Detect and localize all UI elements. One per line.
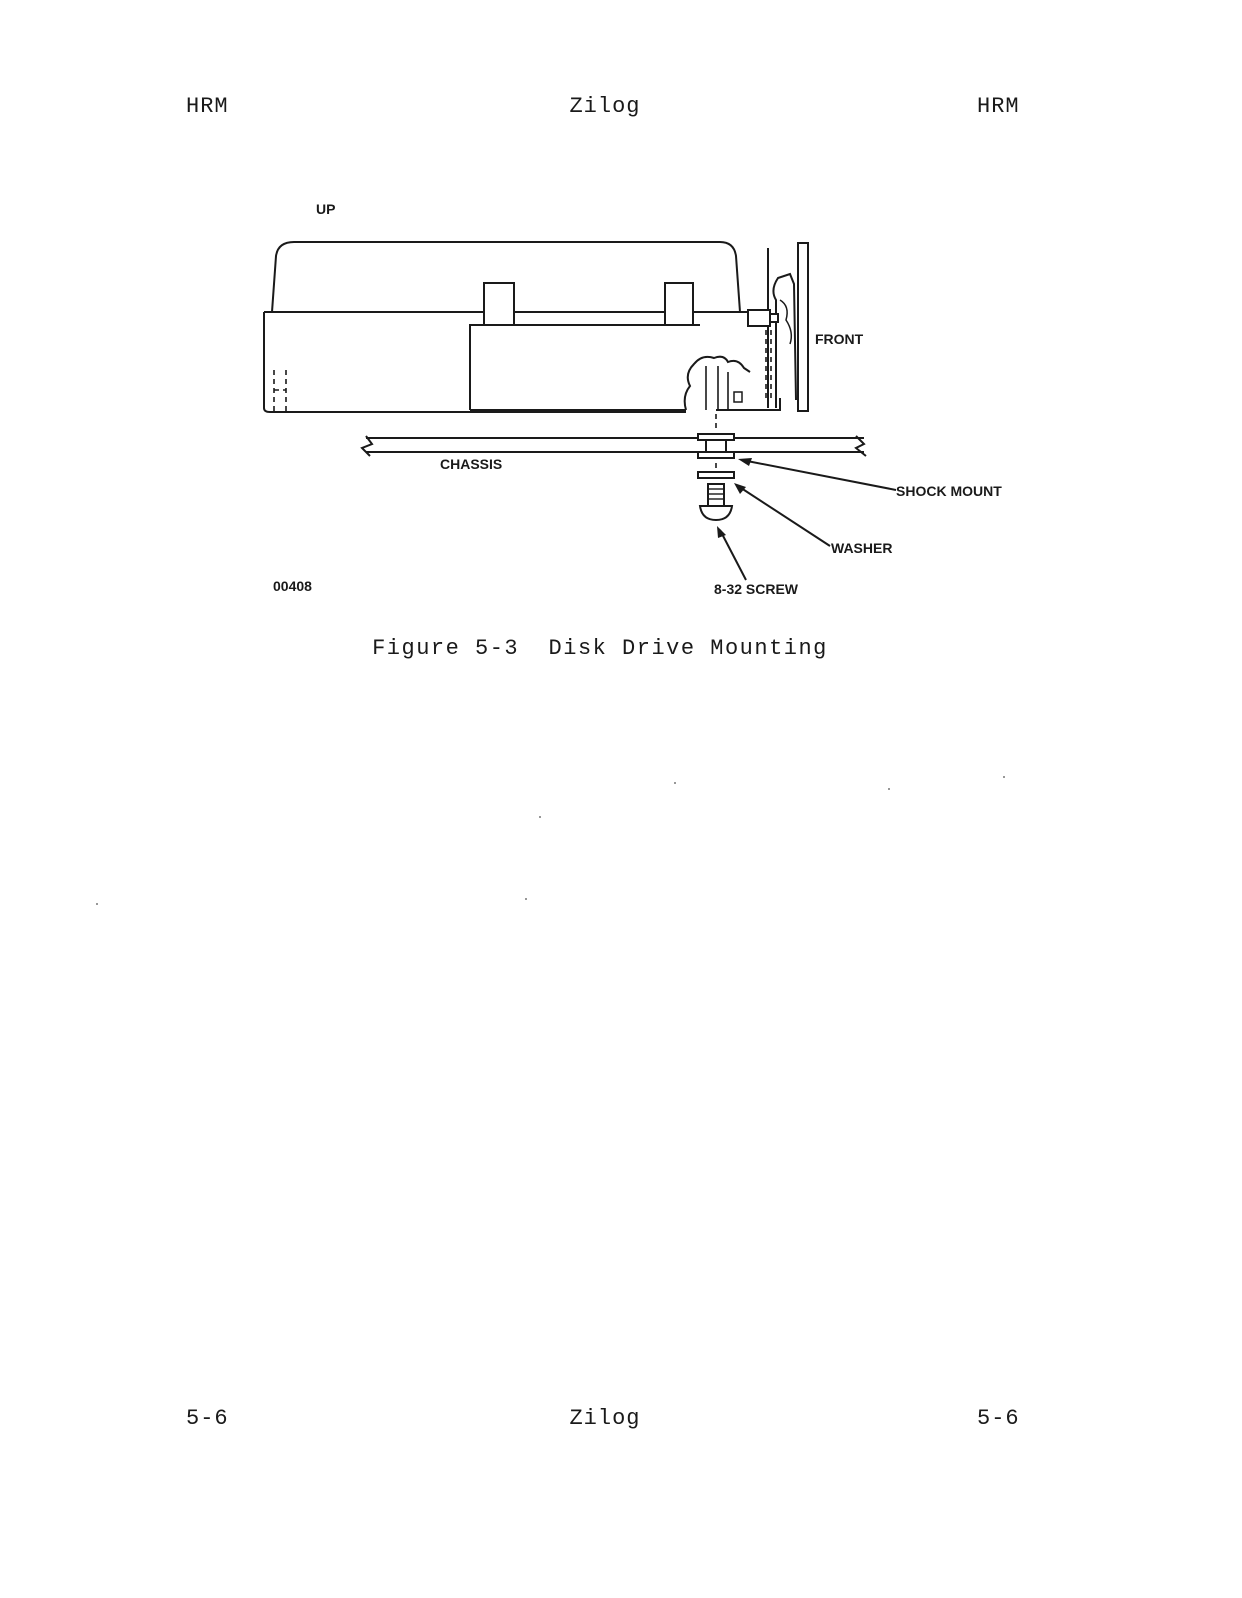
footer-left: 5-6 — [186, 1406, 229, 1431]
scan-speck — [539, 816, 541, 818]
screw-leader — [720, 530, 746, 580]
screw — [708, 484, 724, 506]
label-chassis: CHASSIS — [440, 456, 503, 472]
footer-right: 5-6 — [977, 1406, 1020, 1431]
scan-speck — [888, 788, 890, 790]
front-bezel — [798, 243, 808, 411]
label-shock-mount: SHOCK MOUNT — [896, 483, 1002, 499]
header-left: HRM — [186, 94, 229, 119]
scan-speck — [96, 903, 98, 905]
scan-speck — [1003, 776, 1005, 778]
shock-mount-leader — [742, 460, 896, 490]
label-up: UP — [316, 201, 336, 217]
scan-speck — [525, 898, 527, 900]
washer — [698, 472, 734, 478]
scan-speck — [674, 782, 676, 784]
drive-body — [264, 312, 686, 412]
label-figure-id: 00408 — [273, 578, 312, 594]
disk-drive-mounting-diagram — [0, 0, 1242, 620]
footer-center: Zilog — [569, 1406, 641, 1431]
label-washer: WASHER — [831, 540, 893, 556]
figure-caption: Figure 5-3 Disk Drive Mounting — [372, 636, 828, 661]
label-front: FRONT — [815, 331, 864, 347]
header-center: Zilog — [569, 94, 641, 119]
label-screw: 8-32 SCREW — [714, 581, 799, 597]
header-right: HRM — [977, 94, 1020, 119]
washer-leader — [738, 486, 830, 546]
clip-right — [665, 283, 693, 325]
clip-left — [484, 283, 514, 325]
